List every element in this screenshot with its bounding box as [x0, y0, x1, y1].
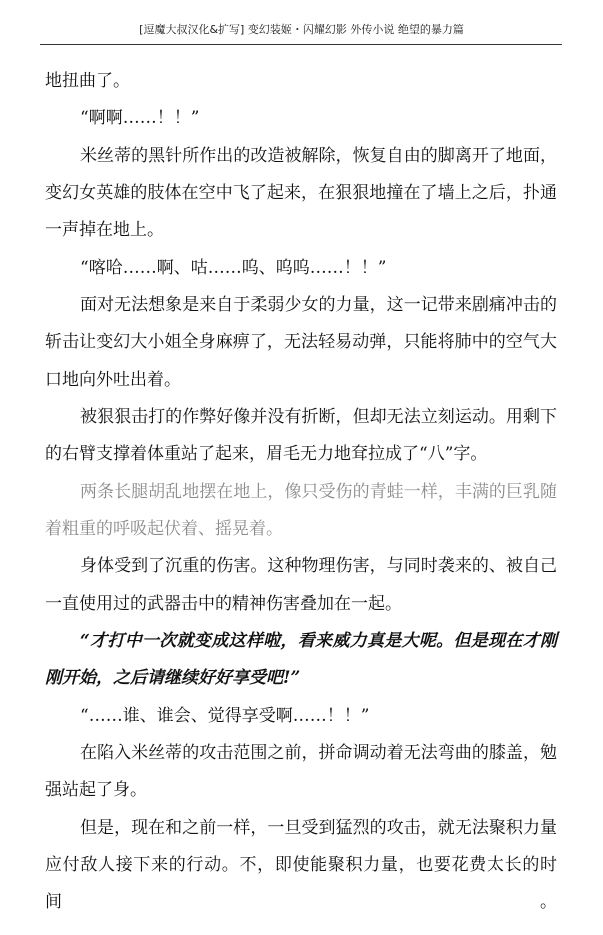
text-line: 应付敌人接下来的行动。不，即使能聚积力量，也要花费太长的时间。 [45, 854, 557, 913]
text-line: 一直使用过的武器击中的精神伤害叠加在一起。 [45, 593, 402, 614]
paragraph [45, 399, 557, 474]
text-line: “……谁、谁会、觉得享受啊……！！” [80, 705, 370, 726]
text-line: 着粗重的呼吸起伏着、摇晃着。 [45, 518, 283, 539]
paragraph-muted [45, 474, 557, 549]
paragraph [45, 548, 557, 623]
paragraph [45, 250, 557, 287]
text-line: “喀哈……啊、咕……呜、呜呜……！！” [80, 257, 387, 278]
text-line: “才打中一次就变成这样啦，看来威力真是大呢。但是现在才刚 [80, 630, 557, 651]
paragraph [45, 63, 557, 100]
paragraph [45, 287, 557, 399]
text-line: 米丝蒂的黑针所作出的改造被解除，恢复自由的脚离开了地面， [80, 145, 557, 166]
text-line: 斩击让变幻大小姐全身麻痹了，无法轻易动弹，只能将肺中的空气大 [45, 332, 557, 353]
text-line: 口地向外吐出着。 [45, 369, 181, 390]
paragraph [45, 100, 557, 137]
paragraph [45, 138, 557, 250]
text-line: 身体受到了沉重的伤害。这种物理伤害，与同时袭来的、被自己 [80, 556, 557, 577]
header-rule [40, 44, 562, 45]
text-line: 变幻女英雄的肢体在空中飞了起来，在狠狠地撞在了墙上之后，扑通 [45, 182, 557, 203]
text-line: “啊啊……！！” [80, 108, 200, 129]
running-header: [逗魔大叔汉化&扩写] 变幻装姬・闪耀幻影 外传小说 绝望的暴力篇 [139, 23, 464, 36]
paragraph [45, 810, 557, 913]
text-line: 的右臂支撑着体重站了起来，眉毛无力地耷拉成了“八”字。 [45, 444, 488, 465]
body-text [45, 63, 557, 913]
text-line: 在陷入米丝蒂的攻击范围之前，拼命调动着无法弯曲的膝盖，勉 [80, 742, 557, 763]
text-line: 面对无法想象是来自于柔弱少女的力量，这一记带来剧痛冲击的 [80, 294, 557, 315]
text-line: 但是，现在和之前一样，一旦受到猛烈的攻击，就无法聚积力量 [80, 817, 557, 838]
text-line: 两条长腿胡乱地摆在地上，像只受伤的青蛙一样，丰满的巨乳随 [80, 481, 557, 502]
text-line: 刚开始，之后请继续好好享受吧!” [45, 668, 301, 689]
paragraph [45, 735, 557, 810]
paragraph-emphasized-dialogue [45, 623, 557, 698]
text-line: 地扭曲了。 [45, 71, 130, 91]
paragraph [45, 698, 557, 735]
text-line: 被狠狠击打的作弊好像并没有折断，但却无法立刻运动。用剩下 [80, 406, 557, 427]
text-line: 一声掉在地上。 [45, 220, 164, 241]
text-line: 强站起了身。 [45, 780, 147, 801]
